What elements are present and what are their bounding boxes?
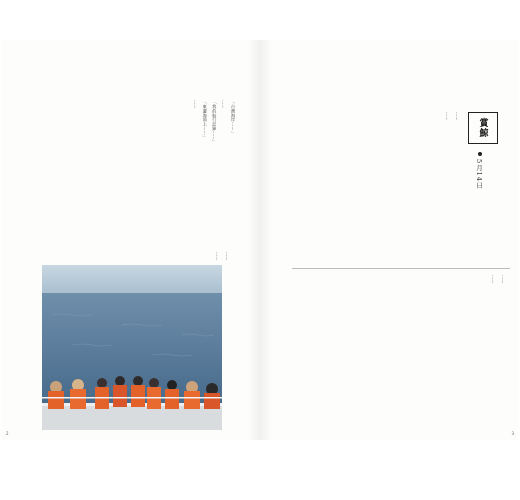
left-paragraph-1: 「台灣海岸……」 xyxy=(231,100,236,136)
left-lower-paragraph-2: …… xyxy=(215,252,221,261)
right-lower-paragraph-1: …… xyxy=(501,275,506,284)
date-heading xyxy=(475,152,484,189)
left-body-text xyxy=(26,100,236,250)
left-page xyxy=(2,40,248,440)
whale-watching-photo xyxy=(42,265,222,430)
left-paragraph-5: …… xyxy=(193,100,199,109)
right-page-number: 3 xyxy=(511,431,514,436)
left-paragraph-3: 「我的航行記錄……」 xyxy=(212,100,218,144)
right-lower-paragraph-2: …… xyxy=(491,275,497,284)
left-lower-paragraph-1: …… xyxy=(225,252,230,261)
chapter-title: 賞鯨 xyxy=(477,118,488,138)
gutter xyxy=(248,40,272,440)
date-heading-text: 5月14日 xyxy=(475,159,483,190)
right-upper-paragraph-2: …… xyxy=(445,112,451,121)
left-paragraph-4: 「東邊海面上……」 xyxy=(202,100,208,140)
right-page xyxy=(272,40,518,440)
left-page-number: 2 xyxy=(6,431,9,436)
right-upper-text xyxy=(285,112,460,242)
chapter-title-box xyxy=(468,112,498,144)
right-lower-text xyxy=(278,275,506,425)
right-upper-paragraph-1: …… xyxy=(455,112,460,121)
left-paragraph-2: …… xyxy=(221,100,227,109)
section-divider xyxy=(292,268,510,269)
bullet-icon xyxy=(478,152,482,156)
